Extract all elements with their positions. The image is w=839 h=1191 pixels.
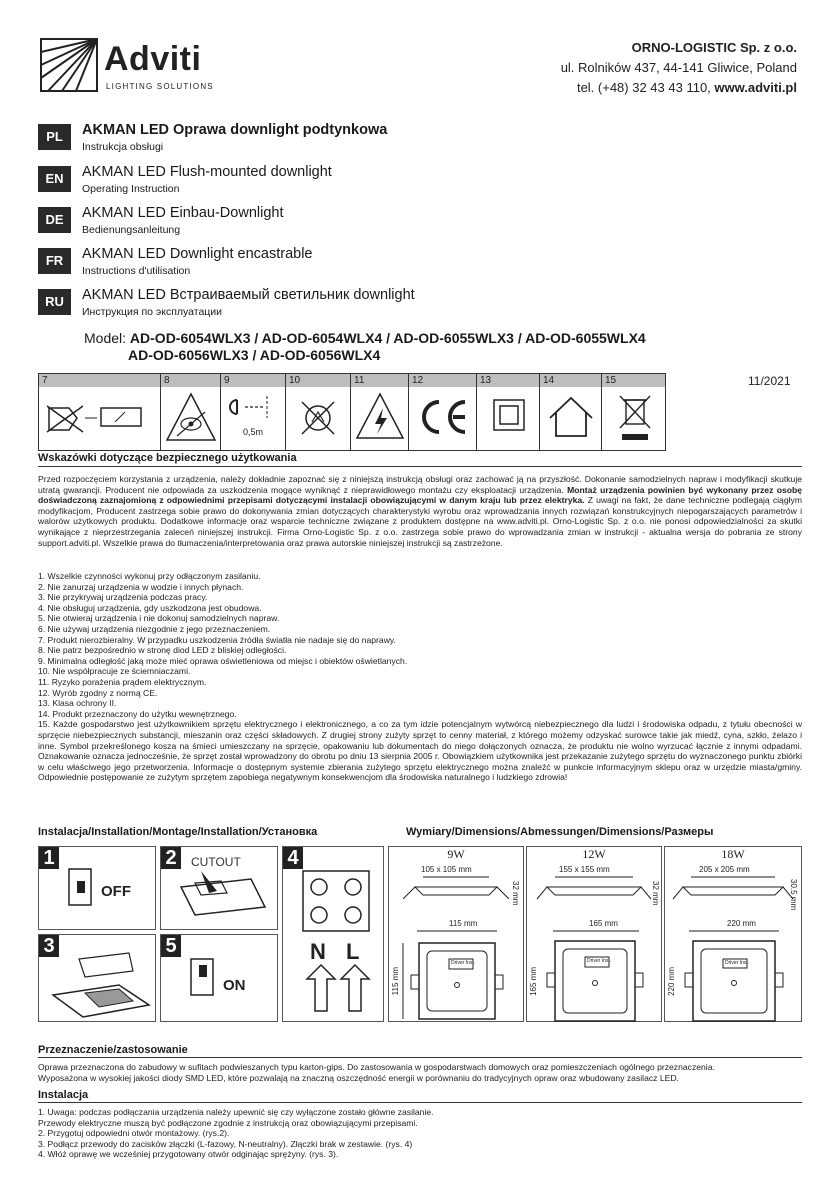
no-dimmer-icon bbox=[286, 388, 351, 450]
side-size: 220 mm bbox=[667, 967, 676, 996]
side-size: 115 mm bbox=[391, 967, 400, 996]
driver-label: Driver Inst. bbox=[451, 960, 476, 966]
live-label: L bbox=[346, 939, 360, 964]
symbol-number: 8 bbox=[164, 375, 170, 386]
safety-intro-2: i modyfikacji skutkuje utratą gwarancji. Producent nie odpowiada za uszkodzenia mogące wyniknąć z nieprawidłowego montażu czy eksploatacji urządzenia. bbox=[38, 474, 803, 495]
fixture-drawing-icon bbox=[665, 847, 803, 1023]
lang-subtitle: Инструкция по эксплуатации bbox=[82, 306, 223, 318]
driver-label: Driver Inst. bbox=[725, 960, 750, 966]
brand-name: Adviti bbox=[104, 40, 202, 78]
safety-intro-1: Przed rozpoczęciem korzystania z urządzenia, należy dokładnie zapoznać się z niniejszą instrukcją obsługi oraz zachować ją na przyszłość. Dokonanie samodzielnych napraw bbox=[38, 474, 717, 484]
lang-code: RU bbox=[38, 289, 71, 315]
install-step-5 bbox=[160, 934, 278, 1022]
step-number: 4 bbox=[283, 847, 303, 869]
install-step-3 bbox=[38, 934, 156, 1022]
install-text bbox=[38, 1107, 802, 1160]
list-item: 10. Nie współpracuje ze ściemniaczami. bbox=[38, 666, 191, 677]
lang-title: AKMAN LED Downlight encastrable bbox=[82, 246, 313, 262]
purpose-text bbox=[38, 1062, 802, 1083]
lang-title: AKMAN LED Oprawa downlight podtynkowa bbox=[82, 122, 388, 138]
dimensions-heading: Wymiary/Dimensions/Abmessungen/Dimensions/Размеры bbox=[406, 826, 714, 838]
symbol-14 bbox=[539, 374, 601, 450]
class-ii-icon bbox=[477, 388, 540, 450]
purpose-line: Wyposażona w wysokiej jakości diody SMD LED, które pozwalają na znaczną oszczędność energii w porównaniu do tradycyjnych opraw oraz wbudowany zasilacz LED. bbox=[38, 1072, 679, 1083]
distance-label: 0,5m bbox=[243, 427, 264, 437]
safety-list bbox=[38, 571, 802, 783]
company-web[interactable]: www.adviti.pl bbox=[714, 80, 797, 95]
side-size: 165 mm bbox=[529, 967, 538, 996]
driver-label: Driver Inst. bbox=[587, 958, 612, 964]
symbol-15 bbox=[601, 374, 667, 450]
symbol-10 bbox=[285, 374, 350, 450]
symbol-13 bbox=[476, 374, 539, 450]
brand-subtitle: LIGHTING SOLUTIONS bbox=[106, 82, 214, 91]
issue-date: 11/2021 bbox=[748, 374, 791, 388]
off-label: OFF bbox=[101, 883, 131, 900]
lang-title: AKMAN LED Встраиваемый светильник downlight bbox=[82, 287, 415, 303]
width-size: 220 mm bbox=[727, 919, 756, 928]
symbols-strip bbox=[38, 373, 666, 451]
dimension-9w bbox=[388, 846, 524, 1022]
install-heading: Instalacja bbox=[38, 1089, 89, 1101]
list-item: 1. Wszelkie czynności wykonuj przy odłączonym zasilaniu. bbox=[38, 571, 261, 581]
list-item: 11. Ryzyko porażenia prądem elektrycznym. bbox=[38, 676, 207, 687]
lang-row-fr bbox=[38, 246, 798, 282]
step-number: 2 bbox=[161, 847, 181, 869]
model-list bbox=[84, 330, 646, 364]
list-item: 2. Nie zanurzaj urządzenia w wodzie i innych płynach. bbox=[38, 581, 244, 592]
divider bbox=[38, 1057, 802, 1058]
ceiling-cutout-icon bbox=[161, 847, 279, 931]
brand-logo bbox=[40, 38, 230, 94]
company-address: ul. Rolników 437, 44-141 Gliwice, Poland bbox=[560, 60, 797, 75]
lang-subtitle: Bedienungsanleitung bbox=[82, 224, 181, 236]
list-item: 6. Nie używaj urządzenia niezgodnie z jego przeznaczeniem. bbox=[38, 623, 271, 634]
install-step-2 bbox=[160, 846, 278, 930]
symbol-number: 12 bbox=[412, 375, 424, 386]
lang-code: EN bbox=[38, 166, 71, 192]
symbol-number: 7 bbox=[42, 375, 48, 386]
company-tel: tel. (+48) 32 43 43 110, bbox=[576, 80, 711, 95]
lang-code: DE bbox=[38, 207, 71, 233]
symbol-number: 9 bbox=[224, 375, 230, 386]
cutout-label: CUTOUT bbox=[191, 855, 241, 869]
power-label: 18W bbox=[721, 847, 745, 861]
eye-warning-icon bbox=[161, 388, 221, 450]
switch-off-icon bbox=[39, 847, 157, 931]
list-item: 5. Nie otwieraj urządzenia i nie dokonuj samodzielnych napraw. bbox=[38, 613, 280, 624]
lang-code: PL bbox=[38, 124, 71, 150]
divider bbox=[38, 1102, 802, 1103]
step-number: 3 bbox=[39, 935, 59, 957]
lang-subtitle: Instructions d'utilisation bbox=[82, 265, 191, 277]
install-step-1 bbox=[38, 846, 156, 930]
list-item: 9. Minimalna odległość jaką może mieć oprawa oświetleniowa od miejsc i obiektów oświetlanych. bbox=[38, 655, 408, 666]
lang-code: FR bbox=[38, 248, 71, 274]
installation-heading: Instalacja/Installation/Montage/Installation/Установка bbox=[38, 826, 318, 838]
symbol-number: 10 bbox=[289, 375, 301, 386]
install-step-4 bbox=[282, 846, 384, 1022]
symbol-12 bbox=[408, 374, 476, 450]
install-line: 2. Przygotuj odpowiedni otwór montażowy. (rys.2). bbox=[38, 1128, 230, 1139]
model-line-1: AD-OD-6054WLX3 / AD-OD-6054WLX4 / AD-OD-6055WLX3 / AD-OD-6055WLX4 bbox=[129, 330, 646, 346]
height-size: 32 mm bbox=[511, 881, 520, 906]
model-line-2: AD-OD-6056WLX3 / AD-OD-6056WLX4 bbox=[128, 347, 381, 363]
indoor-use-icon bbox=[540, 388, 602, 450]
divider bbox=[38, 466, 802, 467]
lang-row-ru bbox=[38, 287, 798, 323]
safety-intro bbox=[38, 474, 802, 548]
lang-subtitle: Instrukcja obsługi bbox=[82, 141, 164, 153]
symbol-number: 15 bbox=[605, 375, 617, 386]
fixture-drawing-icon bbox=[527, 847, 663, 1023]
lang-row-pl bbox=[38, 122, 798, 158]
width-size: 165 mm bbox=[589, 919, 618, 928]
purpose-line: Oprawa przeznaczona do zabudowy w sufitach podwieszanych typu karton-gips. Do zastosowania w gospodarstwach domowych oraz pomieszczeniach ogólnego przeznaczenia. bbox=[38, 1062, 715, 1072]
width-size: 115 mm bbox=[449, 919, 478, 928]
symbol-7 bbox=[39, 374, 160, 450]
purpose-heading: Przeznaczenie/zastosowanie bbox=[38, 1044, 188, 1056]
electric-shock-icon bbox=[351, 388, 409, 450]
fixture-drawing-icon bbox=[389, 847, 525, 1023]
power-label: 12W bbox=[582, 847, 606, 861]
terminal-wiring-icon bbox=[283, 847, 385, 1023]
neutral-label: N bbox=[310, 939, 326, 964]
height-size: 32 mm bbox=[651, 881, 660, 906]
dimension-12w bbox=[526, 846, 662, 1022]
step-number: 1 bbox=[39, 847, 59, 869]
install-line: 4. Włóż oprawę we wcześniej przygotowany otwór odginając sprężyny. (rys. 3). bbox=[38, 1149, 339, 1160]
company-info bbox=[561, 38, 797, 98]
logo-mark-icon bbox=[40, 38, 98, 92]
insert-fixture-icon bbox=[39, 935, 157, 1023]
dimension-18w bbox=[664, 846, 802, 1022]
list-item: 12. Wyrób zgodny z normą CE. bbox=[38, 687, 158, 698]
symbol-9 bbox=[220, 374, 285, 450]
distance-icon bbox=[221, 388, 286, 450]
top-size: 155 x 155 mm bbox=[559, 865, 610, 874]
safety-intro-4: Z uwagi na fakt, że dane techniczne podlegają ciągłym modyfikacjom, Producent zastrzega sobie prawo do dokonywania zmian dotyczących charakterystyki wyrobu oraz wprowadzania innych rozwiązań konstrukcyjnych niepogarszających parametrów i walorów użytkowych produktu. Dodatkowe informacje oraz wsparcie techniczne związane z produktem dostępne na www.adviti.pl. Orno-Logistic Sp. z o.o. nie ponosi odpowiedzialności za skutki wynikające z nieprzestrzegania zaleceń niniejszej instrukcji. Firma Orno-Logistic Sp. z o.o. zastrzega sobie prawo do wprowadzania zmian w instrukcji - aktualna wersja do pobrania ze strony support.adviti.pl. Wszelkie prawa do tłumaczenia/interpretowania oraz prawa autorskie niniejszej instrukcji są zastrzeżone. bbox=[38, 495, 802, 548]
model-label: Model: bbox=[84, 330, 127, 346]
top-size: 205 x 205 mm bbox=[699, 865, 750, 874]
lang-subtitle: Operating Instruction bbox=[82, 183, 180, 195]
list-item: 13. Klasa ochrony II. bbox=[38, 698, 117, 709]
install-line: 3. Podłącz przewody do zacisków złączki (L-fazowy, N-neutralny). Złączki brak w zestawie. (rys. 4) bbox=[38, 1138, 413, 1149]
list-item: 14. Produkt przeznaczony do użytku wewnętrznego. bbox=[38, 708, 237, 719]
switch-on-icon bbox=[161, 935, 279, 1023]
company-contact bbox=[561, 78, 797, 98]
symbol-8 bbox=[160, 374, 220, 450]
list-item: 8. Nie patrz bezpośrednio w stronę diod LED z bliskiej odległości. bbox=[38, 645, 287, 656]
power-label: 9W bbox=[447, 847, 465, 861]
lang-title: AKMAN LED Flush-mounted downlight bbox=[82, 164, 332, 180]
list-item-weee: 15. Każde gospodarstwo jest użytkownikiem sprzętu elektrycznego i elektronicznego, a co za tym idzie potencjalnym wytwórcą niebezpiecznego dla ludzi i środowiska odpadu, z tytułu obecności w sprzęcie niebezpiecznych substancji, mieszanin oraz części składowych. Z drugiej strony zużyty sprzęt to cenny materiał, z którego możemy odzyskać surowce takie jak miedź, cyna, szkło, żelazo i inne. Symbol przekreślonego kosza na śmieci umieszczany na sprzęcie, opakowaniu lub dokumentach do niego dołączonych oznacza, że produktu nie wolno wyrzucać łącznie z innymi odpadami. Oznakowanie oznacza jednocześnie, że sprzęt został wprowadzony do obrotu po dniu 13 sierpnia 2005 r. Obowiązkiem użytkownika jest przekazanie zużytego sprzętu do wyznaczonego punktu zbiórki w celu właściwego jego przetworzenia. Informacje o dostępnym systemie zbierania zużytego sprzętu elektrycznego można znaleźć w punkcie informacyjnym sklepu oraz w urzędzie miasta/gminy. Odpowiednie postępowanie ze zużytym sprzętem zapobiega negatywnym konsekwencjom dla środowiska naturalnego i ludzkiego zdrowia! bbox=[38, 719, 802, 783]
step-number: 5 bbox=[161, 935, 181, 957]
on-label: ON bbox=[223, 977, 246, 994]
symbol-number: 14 bbox=[543, 375, 555, 386]
install-line: Przewody elektryczne muszą być podłączone zgodnie z instrukcją oraz obowiązującymi przepisami. bbox=[38, 1117, 418, 1128]
symbol-number: 13 bbox=[480, 375, 492, 386]
non-replaceable-icon bbox=[39, 388, 160, 450]
lang-row-de bbox=[38, 205, 798, 241]
ce-mark-icon bbox=[409, 388, 477, 450]
company-name: ORNO-LOGISTIC Sp. z o.o. bbox=[631, 40, 797, 55]
lang-title: AKMAN LED Einbau-Downlight bbox=[82, 205, 284, 221]
install-line: 1. Uwaga: podczas podłączania urządzenia należy upewnić się czy wyłączone zostało główne zasilanie. bbox=[38, 1107, 434, 1117]
lang-row-en bbox=[38, 164, 798, 200]
list-item: 4. Nie obsługuj urządzenia, gdy uszkodzona jest obudowa. bbox=[38, 602, 262, 613]
safety-intro-3: Montaż urządzenia powinien być wykonany przez osobę doświadczoną zaznajomioną z odpowiednimi przepisami dotyczącymi instalacji obowiązującymi w danym kraju lub przez elektryka. bbox=[38, 484, 803, 506]
symbol-number: 11 bbox=[354, 375, 365, 386]
weee-bin-icon bbox=[602, 388, 668, 450]
safety-heading: Wskazówki dotyczące bezpiecznego użytkowania bbox=[38, 452, 297, 464]
height-size: 30.5 mm bbox=[789, 879, 798, 911]
list-item: 7. Produkt nierozbieralny. W przypadku uszkodzenia źródła światła nie nadaje się do naprawy. bbox=[38, 634, 396, 645]
symbol-11 bbox=[350, 374, 408, 450]
top-size: 105 x 105 mm bbox=[421, 865, 472, 874]
list-item: 3. Nie przykrywaj urządzenia podczas pracy. bbox=[38, 592, 208, 603]
